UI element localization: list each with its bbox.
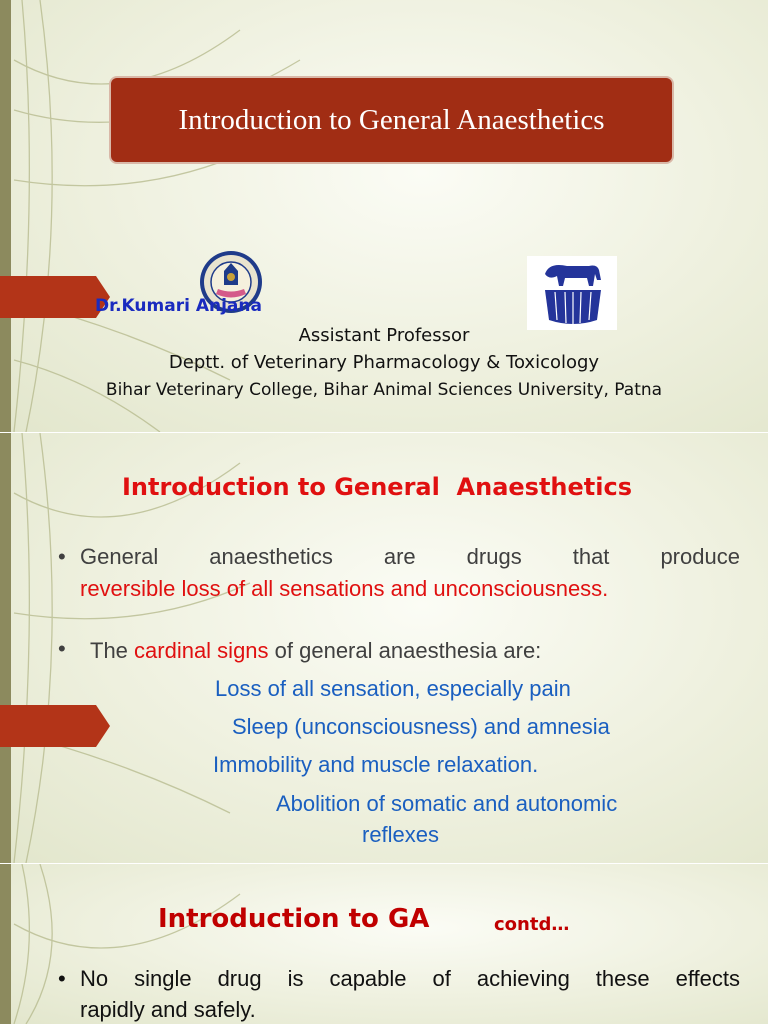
bullet-3-line-2: rapidly and safely. [80,997,256,1022]
sign-item: Abolition of somatic and autonomic [276,791,618,816]
word: drugs [466,544,522,569]
sign-item: reflexes [362,822,440,847]
author-name: Dr.Kumari Anjana [95,296,262,316]
text-span: The [90,638,135,663]
text-span: of general anaesthesia are: [268,638,542,663]
slide-heading: Introduction to General Anaesthetics [121,473,633,501]
word: that [572,544,610,569]
bullet-2-text [90,638,541,664]
bullet-1-line-1 [80,544,740,570]
bullet-marker: • [58,636,66,661]
university-bull-logo [527,256,617,330]
word: produce [660,544,740,569]
sign-item: Sleep (unconsciousness) and amnesia [232,714,610,739]
bullet-marker: • [58,544,66,569]
slide-2 [0,433,768,863]
title-box [109,76,674,164]
bullet-1-line-2: reversible loss of all sensations and unconsciousness. [80,576,609,601]
slide-title: Introduction to General Anaesthetics [178,103,605,136]
word: anaesthetics [209,544,333,569]
author-designation: Assistant Professor [298,325,470,346]
sign-item: Loss of all sensation, especially pain [215,676,571,701]
slide-3 [0,864,768,1024]
bullet-marker: • [58,966,66,991]
author-institution: Bihar Veterinary College, Bihar Animal Sciences University, Patna [105,380,663,400]
highlight-text: cardinal signs [134,638,269,663]
slide-1 [0,0,768,432]
sign-item: Immobility and muscle relaxation. [213,752,539,777]
left-tab [0,705,112,747]
word: General [80,544,159,569]
author-department: Deptt. of Veterinary Pharmacology & Toxicology [168,352,600,373]
contd-label: contd… [494,914,570,935]
word: are [383,544,416,569]
slide-heading: Introduction to GA [158,904,430,934]
bullet-3-line-1: No single drug is capable of achieving these effects [80,966,740,991]
